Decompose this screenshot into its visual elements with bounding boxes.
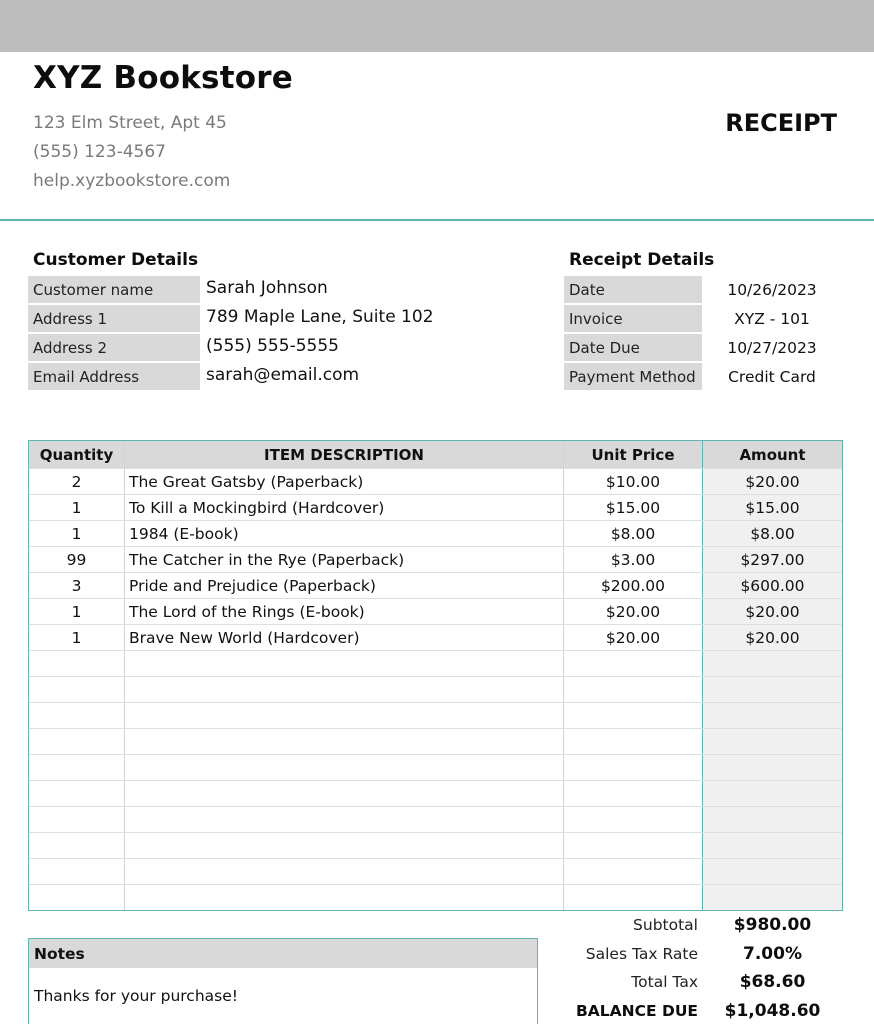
tax-rate-label: Sales Tax Rate [585,944,698,963]
customer-row [28,305,434,332]
item-amount: $20.00 [703,625,842,650]
item-amount [703,651,842,676]
table-row [29,624,842,650]
item-amount [703,729,842,754]
receipt-title: RECEIPT [725,109,837,137]
store-website: help.xyzbookstore.com [33,171,231,191]
item-quantity: 1 [29,521,125,546]
receipt-row [564,305,842,332]
receipt-label: Invoice [564,305,702,332]
customer-label: Address 1 [28,305,200,332]
table-row [29,858,842,884]
receipt-value: 10/27/2023 [727,338,817,357]
item-description [125,833,564,858]
receipt-value: Credit Card [728,367,816,386]
item-quantity [29,859,125,884]
item-unit-price: $20.00 [564,599,703,624]
table-row [29,806,842,832]
total-tax-label: Total Tax [631,973,698,992]
item-description [125,859,564,884]
total-tax-row [540,968,845,997]
table-row [29,546,842,572]
tax-rate-value: 7.00% [743,943,802,964]
item-amount: $20.00 [703,469,842,494]
receipt-label: Date Due [564,334,702,361]
store-phone: (555) 123-4567 [33,142,166,162]
item-description: The Catcher in the Rye (Paperback) [125,547,564,572]
item-rows [29,468,842,910]
header-description: ITEM DESCRIPTION [125,441,564,468]
item-description: Pride and Prejudice (Paperback) [125,573,564,598]
item-amount [703,703,842,728]
item-quantity [29,755,125,780]
header-quantity: Quantity [29,441,125,468]
balance-due-label: BALANCE DUE [575,1001,698,1020]
subtotal-label: Subtotal [633,916,698,935]
customer-value: sarah@email.com [206,365,360,385]
item-quantity: 1 [29,625,125,650]
item-quantity [29,677,125,702]
store-name: XYZ Bookstore [33,60,293,96]
customer-row [28,363,434,390]
item-amount [703,885,842,910]
item-quantity: 1 [29,599,125,624]
total-tax-value: $68.60 [739,972,806,993]
item-amount: $20.00 [703,599,842,624]
item-amount [703,833,842,858]
item-description [125,677,564,702]
item-quantity [29,729,125,754]
totals [540,911,845,1024]
receipt-label: Date [564,276,702,303]
item-description [125,885,564,910]
table-row [29,520,842,546]
item-description: Brave New World (Hardcover) [125,625,564,650]
customer-label: Address 2 [28,334,200,361]
item-unit-price: $20.00 [564,625,703,650]
item-description: 1984 (E-book) [125,521,564,546]
balance-due-row [540,997,845,1024]
store-address: 123 Elm Street, Apt 45 [33,113,227,133]
customer-value: (555) 555-5555 [206,336,339,356]
receipt-row [564,363,842,390]
notes-title: Notes [29,939,537,968]
item-unit-price: $3.00 [564,547,703,572]
table-row [29,754,842,780]
item-unit-price [564,885,703,910]
item-amount: $8.00 [703,521,842,546]
item-description [125,703,564,728]
item-unit-price [564,833,703,858]
item-quantity [29,807,125,832]
item-amount [703,859,842,884]
item-quantity: 1 [29,495,125,520]
item-description [125,729,564,754]
table-row [29,676,842,702]
customer-details [28,276,434,390]
item-unit-price [564,807,703,832]
item-quantity [29,885,125,910]
receipt-label: Payment Method [564,363,702,390]
table-row [29,702,842,728]
balance-due-value: $1,048.60 [724,1000,821,1021]
table-row [29,572,842,598]
table-row [29,650,842,676]
item-quantity: 99 [29,547,125,572]
table-row [29,468,842,494]
item-unit-price: $200.00 [564,573,703,598]
receipt-details [564,276,842,390]
item-unit-price [564,703,703,728]
item-description: The Great Gatsby (Paperback) [125,469,564,494]
item-amount: $600.00 [703,573,842,598]
notes-box [28,938,538,1024]
items-table [28,440,843,911]
item-quantity [29,651,125,676]
item-unit-price: $15.00 [564,495,703,520]
item-amount [703,755,842,780]
item-quantity [29,781,125,806]
item-unit-price: $10.00 [564,469,703,494]
item-description [125,781,564,806]
table-row [29,884,842,910]
item-amount [703,807,842,832]
item-description: To Kill a Mockingbird (Hardcover) [125,495,564,520]
receipt-row [564,276,842,303]
item-amount: $15.00 [703,495,842,520]
customer-row [28,276,434,303]
subtotal-row [540,911,845,940]
receipt-row [564,334,842,361]
header-divider [0,219,874,221]
table-row [29,832,842,858]
item-quantity: 3 [29,573,125,598]
items-header [29,441,842,468]
item-description: The Lord of the Rings (E-book) [125,599,564,624]
item-unit-price [564,677,703,702]
header-bar [0,0,874,52]
table-row [29,780,842,806]
item-unit-price [564,755,703,780]
customer-value: Sarah Johnson [206,278,328,298]
notes-text: Thanks for your purchase! [34,987,238,1005]
table-row [29,494,842,520]
receipt-value: 10/26/2023 [727,280,817,299]
subtotal-value: $980.00 [733,915,812,936]
table-row [29,598,842,624]
item-amount [703,781,842,806]
customer-details-title: Customer Details [33,250,199,270]
table-row [29,728,842,754]
customer-label: Customer name [28,276,200,303]
item-quantity [29,833,125,858]
item-unit-price [564,651,703,676]
item-unit-price: $8.00 [564,521,703,546]
item-quantity: 2 [29,469,125,494]
item-amount [703,677,842,702]
header-unit-price: Unit Price [564,441,703,468]
item-description [125,807,564,832]
header-amount: Amount [703,441,842,468]
receipt-value: XYZ - 101 [734,309,810,328]
customer-value: 789 Maple Lane, Suite 102 [206,307,434,327]
item-unit-price [564,729,703,754]
receipt-details-title: Receipt Details [569,250,715,270]
customer-row [28,334,434,361]
item-description [125,651,564,676]
item-quantity [29,703,125,728]
item-unit-price [564,859,703,884]
customer-label: Email Address [28,363,200,390]
tax-rate-row [540,940,845,969]
item-unit-price [564,781,703,806]
item-amount: $297.00 [703,547,842,572]
item-description [125,755,564,780]
